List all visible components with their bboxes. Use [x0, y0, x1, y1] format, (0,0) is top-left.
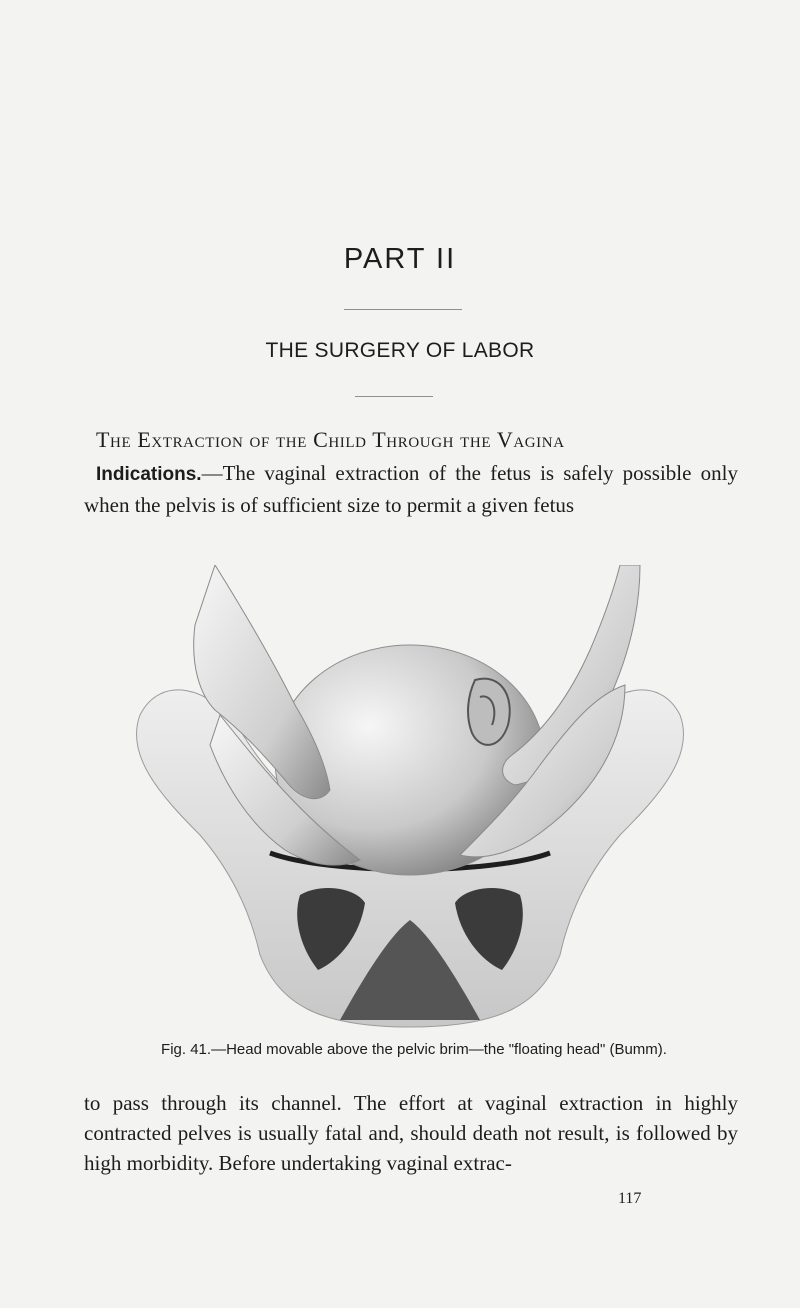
page-number: 117 [618, 1190, 642, 1207]
paragraph-text: —The vaginal extraction of the fetus is safely possible only when the pelvis is of sufficient size to permit a given fetus [84, 461, 738, 517]
section-title: THE SURGERY OF LABOR [265, 339, 535, 362]
part-title: PART II [343, 243, 457, 275]
paragraph-indications [84, 458, 738, 520]
figure-caption: Fig. 41.—Head movable above the pelvic brim—the "floating head" (Bumm). [161, 1041, 667, 1058]
divider-rule [355, 396, 433, 397]
divider-rule [344, 309, 462, 310]
paragraph-continuation: to pass through its channel. The effort at vaginal extraction in highly contracted pelves is usually fatal and, should death not result, is followed by high morbidity. Before undertaking vaginal extrac- [84, 1091, 738, 1175]
run-in-heading: Indications. [96, 464, 202, 485]
figure-illustration [120, 565, 700, 1035]
pelvis-illustration [120, 565, 700, 1035]
chapter-title: The Extraction of the Child Through the Vagina [96, 427, 565, 452]
